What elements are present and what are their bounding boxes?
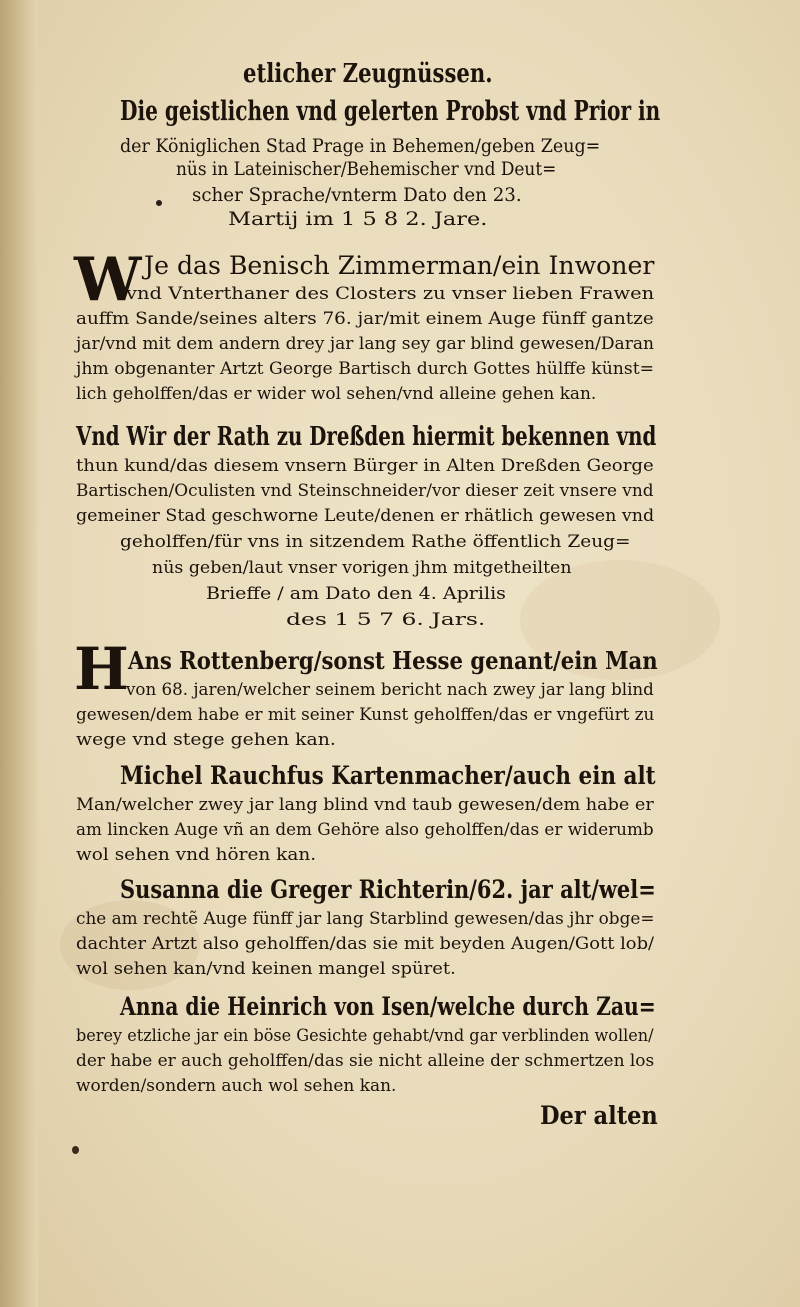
hans-line-4: wege vnd stege gehen kan.	[76, 730, 336, 750]
michel-line-3: am lincken Auge vñ an dem Gehöre also geholffen/das er widerumb	[76, 820, 654, 840]
intro-line-2: der Königlichen Stad Prage in Behemen/geben Zeug=	[120, 135, 601, 157]
intro-line-4: scher Sprache/vnterm Dato den 23.	[192, 184, 522, 206]
susanna-line-3: dachter Artzt also geholffen/das sie mit beyden Augen/Gott lob/	[76, 934, 655, 954]
rath-line-5: geholffen/für vns in sitzendem Rathe öffentlich Zeug=	[120, 532, 631, 552]
ink-speck	[156, 200, 162, 206]
anna-line-2: berey etzliche jar ein böse Gesichte gehabt/vnd gar verblinden wollen/	[76, 1026, 654, 1046]
anna-line-4: worden/sondern auch wol sehen kan.	[76, 1076, 397, 1096]
susanna-line-1: Susanna die Greger Richterin/62. jar alt/wel=	[120, 875, 656, 904]
intro-line-1: Die geistlichen vnd gelerten Probst vnd Prior in	[120, 96, 661, 127]
wie-line-6: lich geholffen/das er wider wol sehen/vnd alleine gehen kan.	[76, 384, 597, 404]
wie-line-5: jhm obgenanter Artzt George Bartisch durch Gottes hülffe künst=	[76, 359, 655, 379]
rath-line-3: Bartischen/Oculisten vnd Steinschneider/vor dieser zeit vnsere vnd	[76, 481, 654, 501]
susanna-line-2: che am rechtẽ Auge fünff jar lang Starblind gewesen/das jhr obge=	[76, 909, 655, 929]
hans-line-2: von 68. jaren/welcher seinem bericht nach zwey jar lang blind	[126, 680, 654, 700]
rath-line-2: thun kund/das diesem vnsern Bürger in Alten Dreßden George	[76, 456, 654, 476]
anna-line-3: der habe er auch geholffen/das sie nicht alleine der schmertzen los	[76, 1051, 655, 1071]
drop-initial-h: H	[74, 635, 129, 703]
rath-line-4: gemeiner Stad geschworne Leute/denen er rhätlich gewesen vnd	[76, 506, 655, 526]
rath-line-7: Brieffe / am Dato den 4. Aprilis	[206, 584, 506, 604]
intro-line-3: nüs in Lateinischer/Behemischer vnd Deut=	[176, 158, 557, 180]
susanna-line-4: wol sehen kan/vnd keinen mangel spüret.	[76, 959, 456, 979]
anna-line-1: Anna die Heinrich von Isen/welche durch Zau=	[120, 992, 656, 1021]
catchword: Der alten	[540, 1101, 658, 1130]
drop-initial-w: W	[74, 245, 142, 315]
page-gutter-shadow	[0, 0, 38, 1307]
rath-line-1: Vnd Wir der Rath zu Dreßden hiermit bekennen vnd	[76, 422, 657, 452]
wie-line-3: auffm Sande/seines alters 76. jar/mit einem Auge fünff gantze	[76, 309, 654, 329]
hans-line-3: gewesen/dem habe er mit seiner Kunst geholffen/das er vngefürt zu	[76, 705, 655, 725]
wie-line-1: Je das Benisch Zimmerman/ein Inwoner	[144, 251, 655, 280]
intro-line-5: Martij im 1 5 8 2. Jare.	[228, 208, 488, 230]
running-head: etlicher Zeugnüssen.	[243, 59, 493, 89]
michel-line-4: wol sehen vnd hören kan.	[76, 845, 317, 865]
wie-line-2: vnd Vnterthaner des Closters zu vnser lieben Frawen	[126, 284, 655, 304]
wie-line-4: jar/vnd mit dem andern drey jar lang sey gar blind gewesen/Daran	[76, 334, 655, 354]
michel-line-2: Man/welcher zwey jar lang blind vnd taub gewesen/dem habe er	[76, 795, 654, 815]
michel-line-1: Michel Rauchfus Kartenmacher/auch ein alt	[120, 761, 656, 790]
rath-line-8: des 1 5 7 6. Jars.	[286, 610, 486, 630]
rath-line-6: nüs geben/laut vnser vorigen jhm mitgetheilten	[152, 558, 572, 578]
hans-line-1: Ans Rottenberg/sonst Hesse genant/ein Man	[128, 646, 658, 675]
ink-speck	[72, 1146, 79, 1154]
